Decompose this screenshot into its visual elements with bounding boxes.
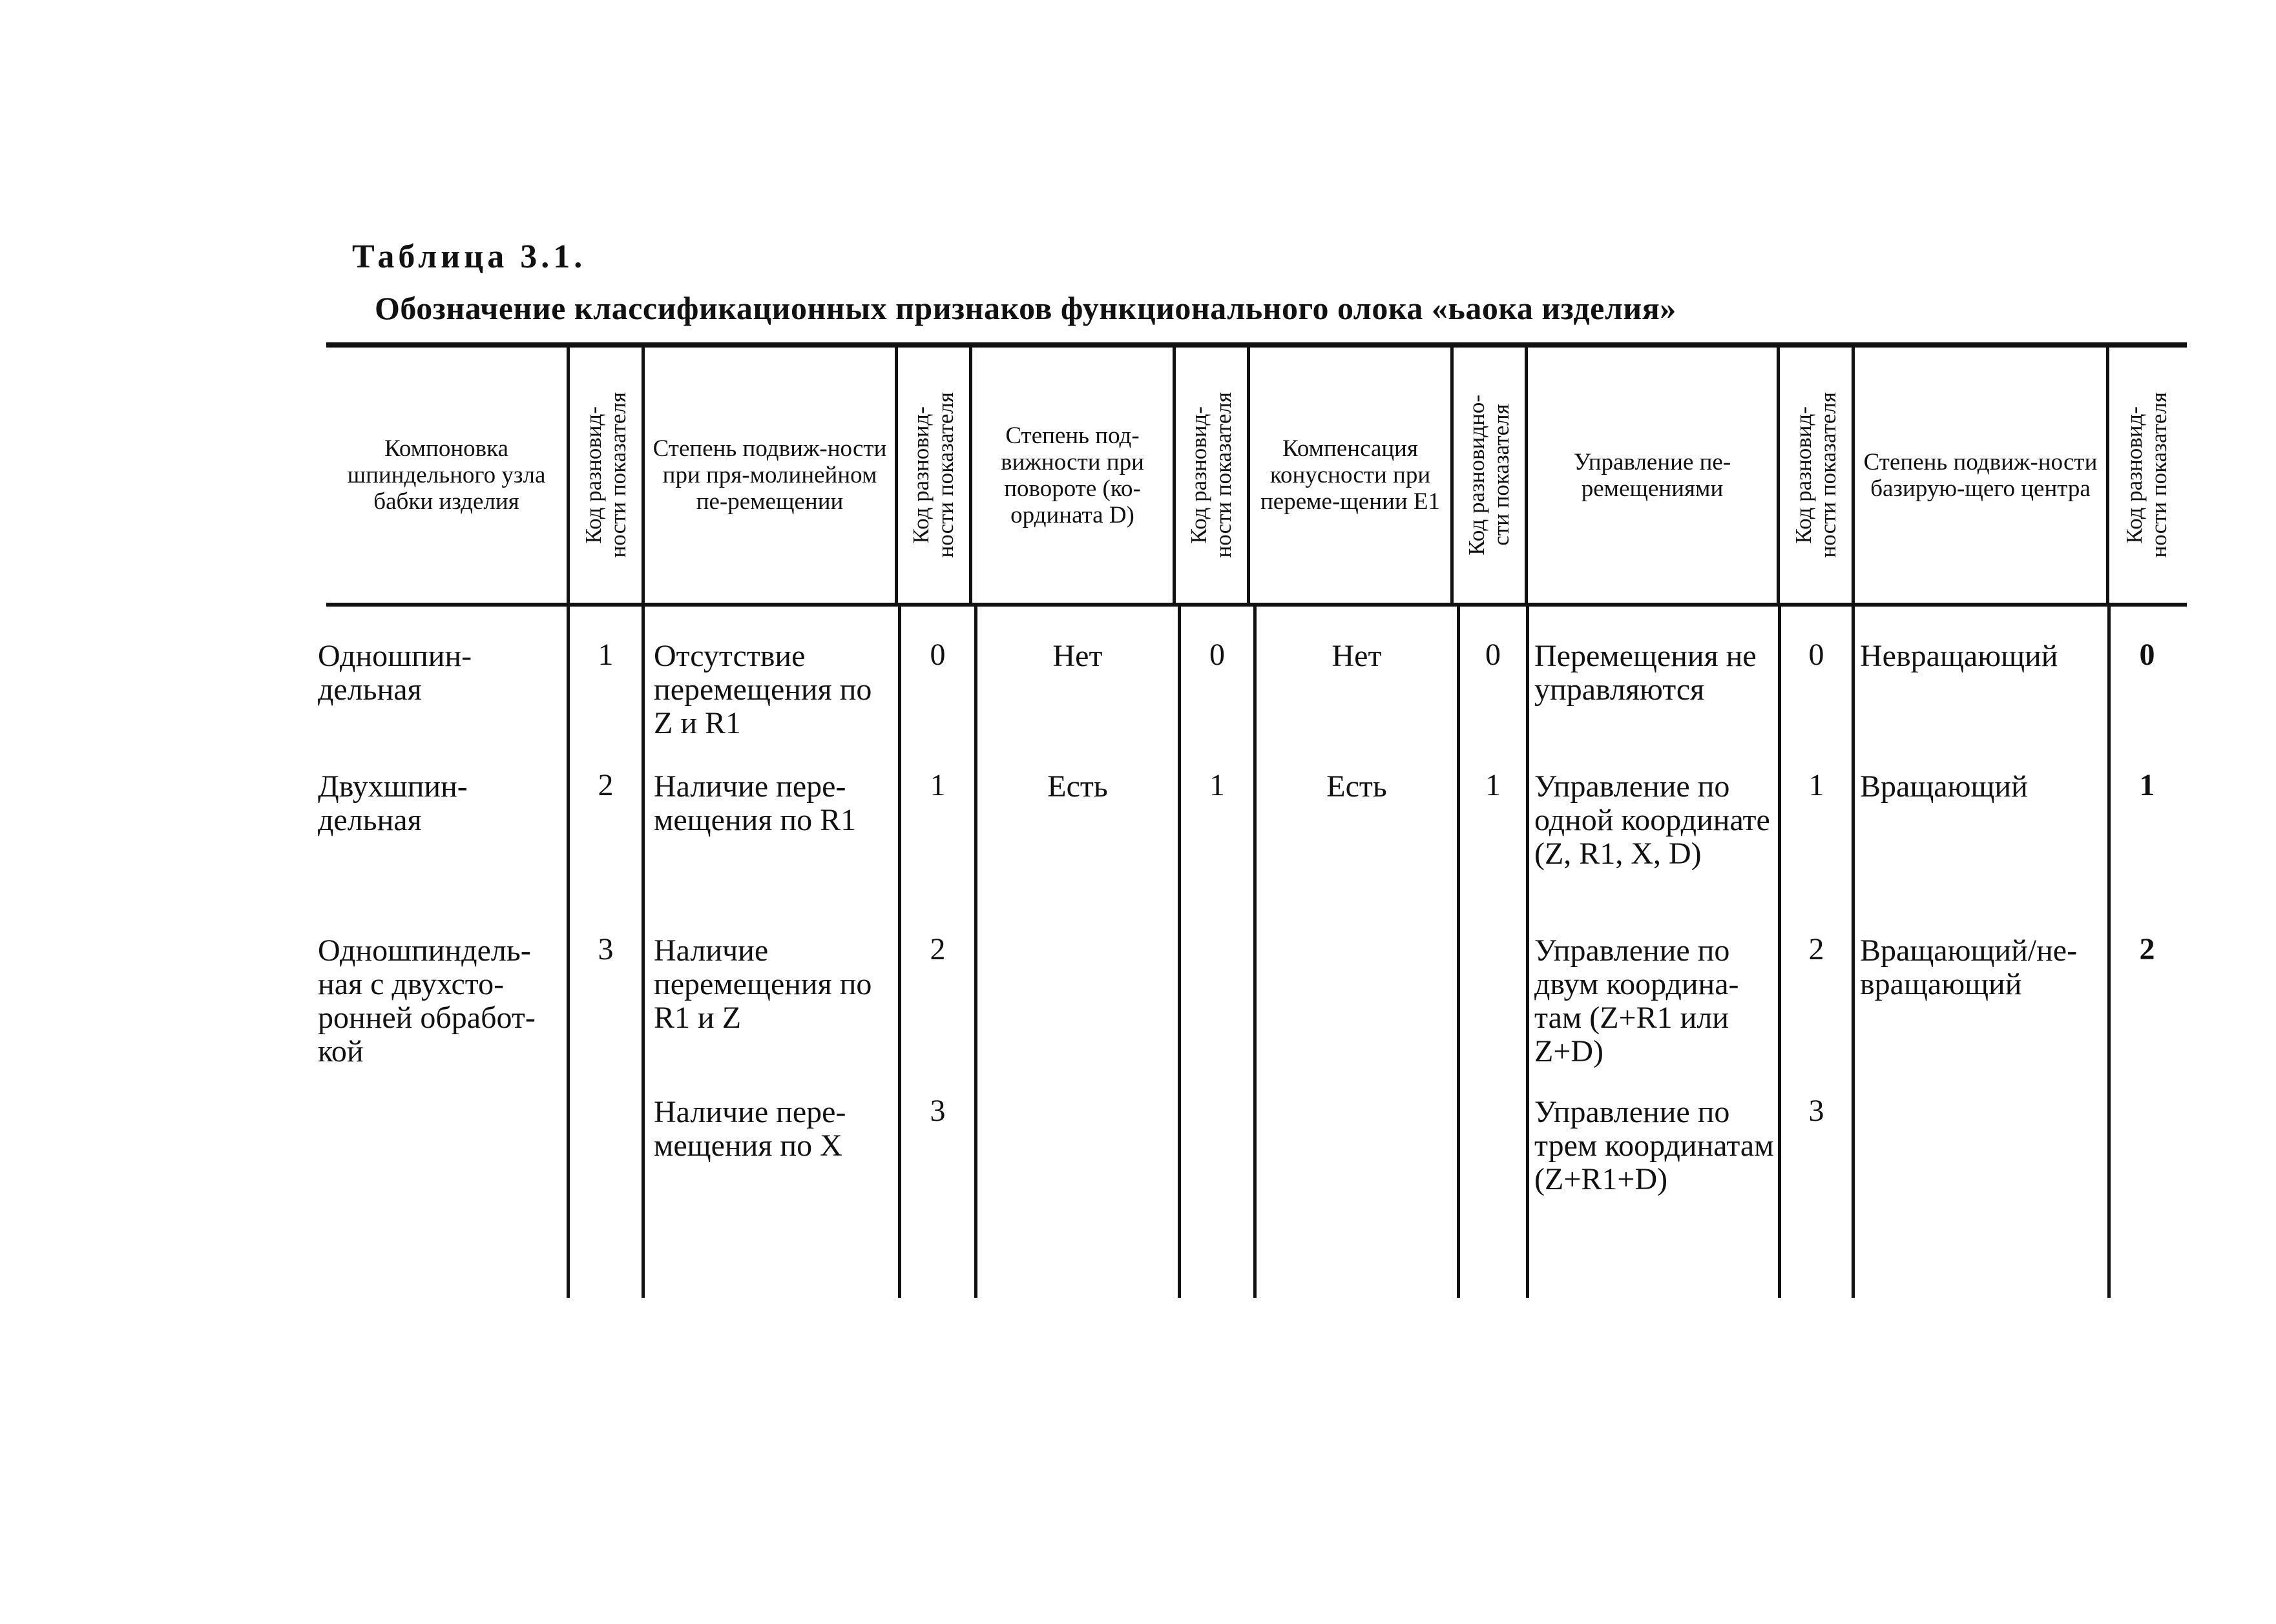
- straight-code-0: 0: [930, 638, 946, 672]
- centre-text-1: Вращающий: [1860, 769, 2028, 804]
- straight-text-2: Наличие перемещения по R1 и Z: [654, 933, 872, 1035]
- layout-code-2: 2: [598, 768, 614, 802]
- control-text-0: Перемещения не управляются: [1534, 639, 1757, 707]
- header-code-5: Код разновид- ности показателя: [1790, 392, 1841, 558]
- control-text-1: Управление по одной координате (Z, R1, X, D): [1534, 769, 1770, 871]
- header-code-2: Код разновид- ности показателя: [908, 392, 958, 558]
- layout-code-1: 1: [598, 638, 614, 672]
- header-bottom-rule: [326, 603, 2187, 607]
- layout-text-3: Одношпиндель-ная с двухсто-ронней обработ-кой: [318, 933, 536, 1068]
- control-code-2: 2: [1808, 932, 1824, 966]
- taper-code-0: 0: [1485, 638, 1501, 672]
- straight-text-0: Отсутствие перемещения по Z и R1: [654, 639, 872, 740]
- centre-code-0: 0: [2139, 638, 2155, 672]
- centre-text-0: Невращающий: [1860, 639, 2058, 673]
- layout-text-2: Двухшпин-дельная: [318, 769, 468, 837]
- centre-code-2: 2: [2139, 932, 2155, 966]
- header-movement-control: Управление пе-ремещениями: [1573, 448, 1731, 502]
- column-divider: [974, 607, 977, 1298]
- header-rotation-mobility: Степень под-вижности при повороте (ко-ордината D): [1001, 422, 1144, 528]
- header-code-6: Код разновид- ности показателя: [2121, 392, 2171, 558]
- centre-code-1: 1: [2139, 768, 2155, 802]
- control-text-2: Управление по двум координа-там (Z+R1 или Z+D): [1534, 933, 1739, 1068]
- control-text-3: Управление по трем координатам (Z+R1+D): [1534, 1095, 1774, 1196]
- rotation-code-1: 1: [1209, 768, 1225, 802]
- column-divider: [1457, 607, 1460, 1298]
- straight-code-3: 3: [930, 1094, 946, 1128]
- rotation-text-0: Нет: [1052, 639, 1103, 673]
- header-code-1: Код разновид- ности показателя: [580, 392, 631, 558]
- rotation-text-1: Есть: [1047, 769, 1108, 804]
- header-taper-compensation: Компенсация конусности при переме-щении E1: [1260, 435, 1440, 515]
- rotation-code-0: 0: [1209, 638, 1225, 672]
- table-label: Таблица 3.1.: [352, 238, 587, 275]
- header-code-3: Код разновид- ности показателя: [1186, 392, 1236, 558]
- header-centre-mobility: Степень подвиж-ности базирую-щего центра: [1863, 448, 2098, 502]
- header-layout: Компоновка шпиндельного узла бабки изделия: [347, 435, 546, 515]
- straight-text-3: Наличие пере-мещения по X: [654, 1095, 846, 1163]
- centre-text-2: Вращающий/не-вращающий: [1860, 933, 2078, 1001]
- column-divider: [1178, 607, 1181, 1298]
- layout-text-1: Одношпин-дельная: [318, 639, 472, 707]
- straight-code-2: 2: [930, 932, 946, 966]
- straight-text-1: Наличие пере-мещения по R1: [654, 769, 857, 837]
- taper-text-0: Нет: [1331, 639, 1382, 673]
- straight-code-1: 1: [930, 768, 946, 802]
- layout-code-3: 3: [598, 932, 614, 966]
- control-code-1: 1: [1808, 768, 1824, 802]
- control-code-3: 3: [1808, 1094, 1824, 1128]
- column-divider: [1253, 607, 1257, 1298]
- taper-code-1: 1: [1485, 768, 1501, 802]
- taper-text-1: Есть: [1326, 769, 1387, 804]
- control-code-0: 0: [1808, 638, 1824, 672]
- header-straight-mobility: Степень подвиж-ности при пря-молинейном пе-ремещении: [653, 435, 887, 515]
- header-code-4: Код разновидно- сти показателя: [1464, 395, 1514, 556]
- table-title: Обозначение классификационных признаков функционального олока «ьаока изделия»: [375, 290, 1676, 326]
- table-top-rule: [326, 342, 2187, 348]
